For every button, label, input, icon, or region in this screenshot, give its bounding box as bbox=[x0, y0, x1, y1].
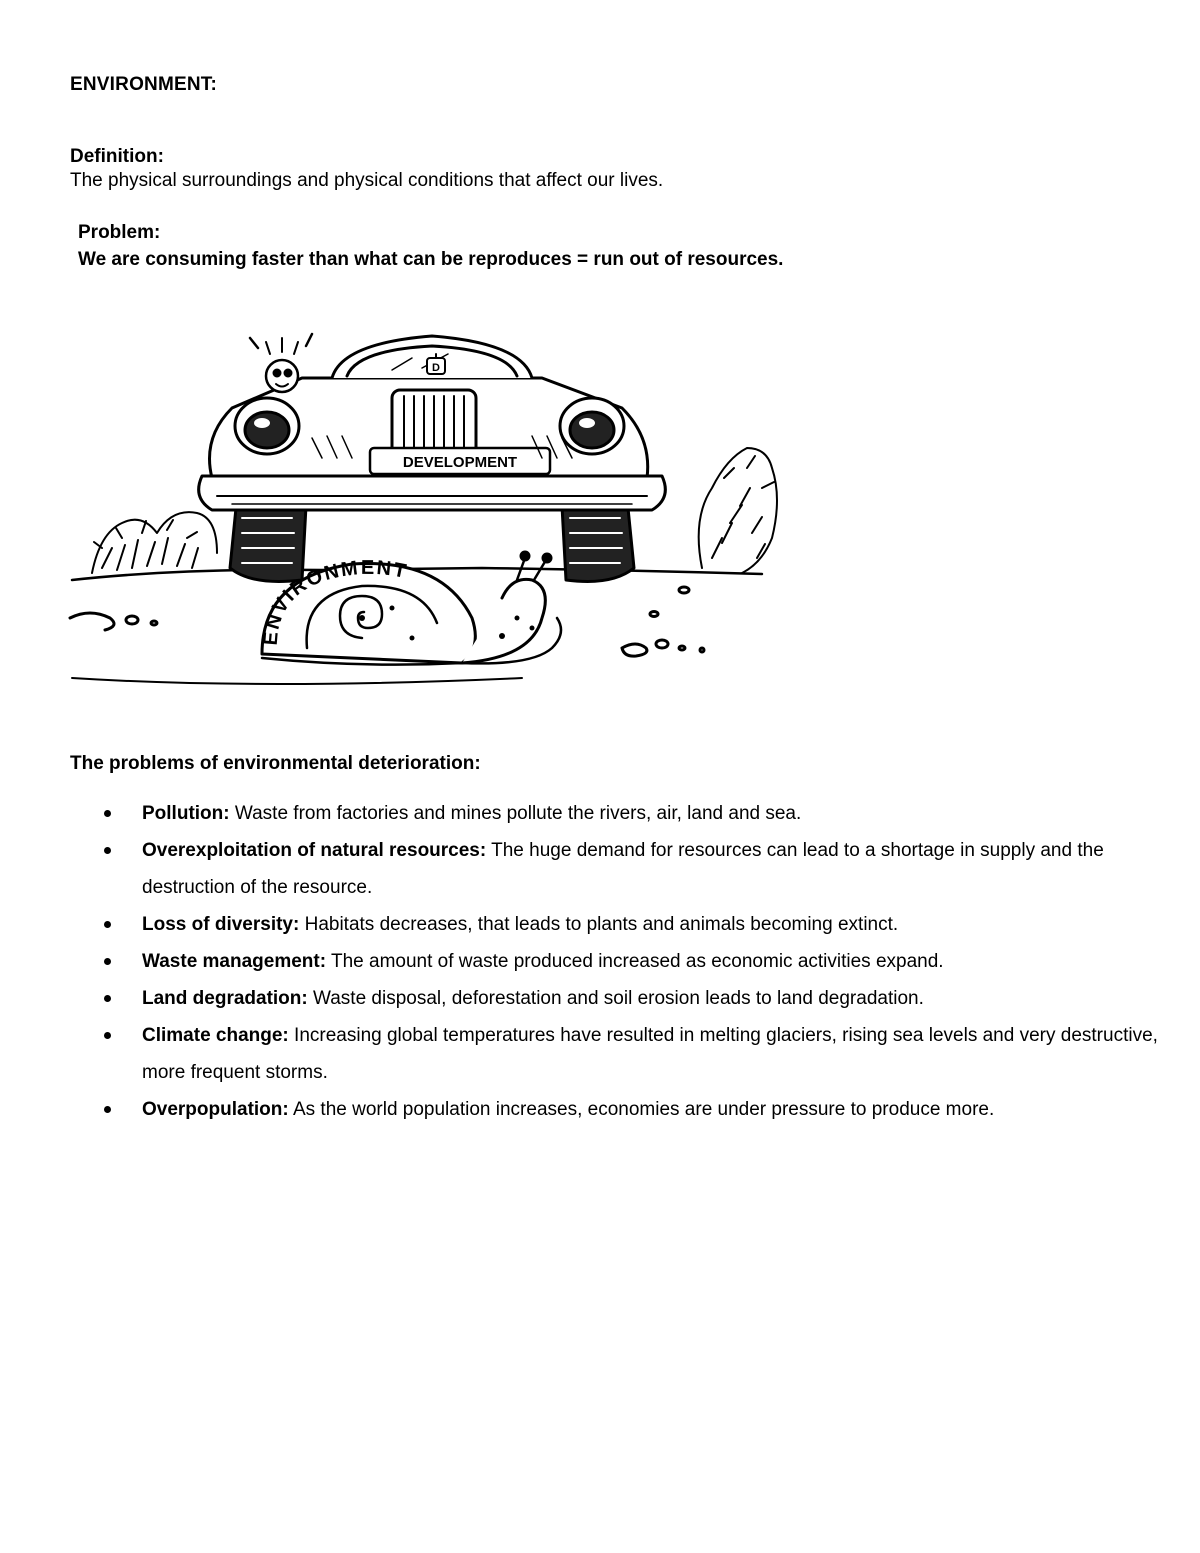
bullet-icon bbox=[104, 847, 111, 854]
list-item-text: Habitats decreases, that leads to plants and animals becoming extinct. bbox=[299, 914, 899, 935]
deterioration-list bbox=[70, 795, 1160, 1128]
page-title: ENVIRONMENT: bbox=[70, 74, 218, 95]
list-item-text: Increasing global temperatures have resulted in melting glaciers, rising sea levels and very destructive, more frequent storms. bbox=[142, 1025, 1158, 1083]
list-item bbox=[70, 795, 1160, 832]
list-item-term: Overpopulation: bbox=[142, 1099, 289, 1120]
development-vs-environment-cartoon bbox=[62, 318, 788, 696]
list-item-text: The huge demand for resources can lead to a shortage in supply and the destruction of the resource. bbox=[142, 840, 1104, 898]
list-item-text: As the world population increases, economies are under pressure to produce more. bbox=[288, 1099, 995, 1120]
bullet-icon bbox=[104, 921, 111, 928]
hood-badge-letter: D bbox=[432, 362, 440, 374]
list-item-term: Land degradation: bbox=[142, 988, 308, 1009]
definition-text: The physical surroundings and physical conditions that affect our lives. bbox=[70, 170, 664, 191]
list-item-text: Waste disposal, deforestation and soil erosion leads to land degradation. bbox=[307, 988, 924, 1009]
list-item-term: Loss of diversity: bbox=[142, 914, 300, 935]
list-item-term: Climate change: bbox=[142, 1025, 289, 1046]
bullet-icon bbox=[104, 995, 111, 1002]
list-item-term: Waste management: bbox=[142, 951, 327, 972]
bullet-icon bbox=[104, 1106, 111, 1113]
problem-text: We are consuming faster than what can be reproduces = run out of resources. bbox=[78, 249, 784, 270]
definition-heading: Definition: bbox=[70, 146, 164, 167]
snail-shell-label: ENVIRONMENT bbox=[259, 556, 410, 647]
list-item bbox=[70, 1091, 1160, 1128]
bullet-icon bbox=[104, 810, 111, 817]
list-item-text: Waste from factories and mines pollute the rivers, air, land and sea. bbox=[229, 803, 802, 824]
problem-heading: Problem: bbox=[78, 222, 161, 243]
car-plate-label: DEVELOPMENT bbox=[402, 454, 518, 471]
list-item bbox=[70, 906, 1160, 943]
list-item bbox=[70, 1017, 1160, 1091]
deterioration-heading: The problems of environmental deterioration: bbox=[70, 753, 481, 774]
bullet-icon bbox=[104, 1032, 111, 1039]
bullet-icon bbox=[104, 958, 111, 965]
list-item bbox=[70, 980, 1160, 1017]
list-item bbox=[70, 832, 1160, 906]
list-item-text: The amount of waste produced increased as economic activities expand. bbox=[326, 951, 944, 972]
list-item-term: Overexploitation of natural resources: bbox=[142, 840, 487, 861]
list-item bbox=[70, 943, 1160, 980]
list-item-term: Pollution: bbox=[142, 803, 230, 824]
